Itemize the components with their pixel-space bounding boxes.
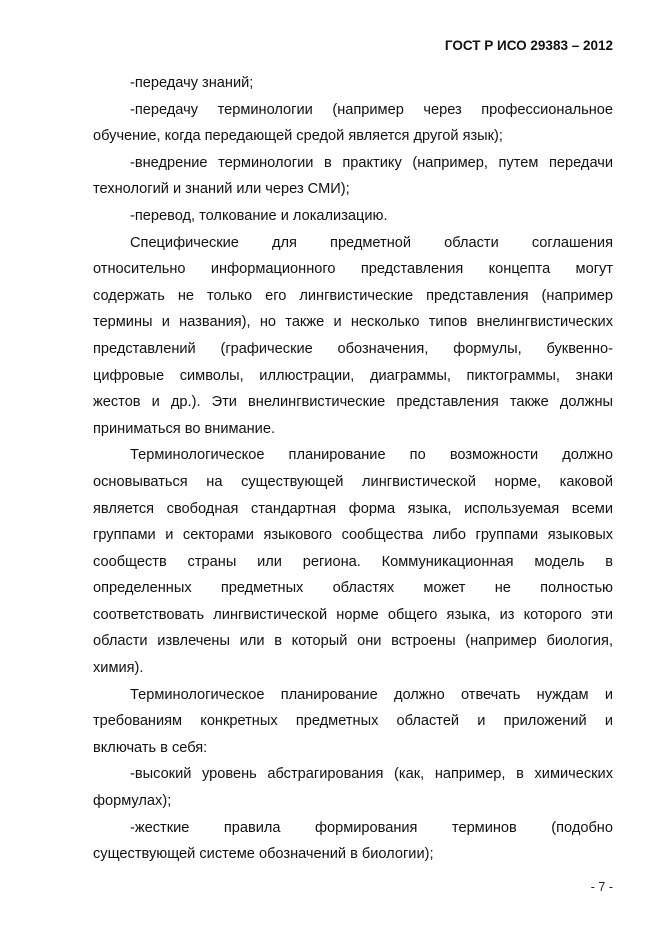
text-line: представлений (графические обозначения, формулы, буквенно- xyxy=(93,340,613,357)
paragraph-specific-conventions xyxy=(93,230,613,443)
standard-header: ГОСТ Р ИСО 29383 – 2012 xyxy=(444,38,613,53)
text-line: существующей системе обозначений в биологии); xyxy=(93,846,434,863)
text-line: технологий и знаний или через СМИ); xyxy=(93,181,350,198)
page-number: - 7 - xyxy=(590,880,613,894)
text-line: -передачу знаний; xyxy=(130,75,254,91)
text-line: обучение, когда передающей средой является другой язык); xyxy=(93,128,503,145)
text-line: сообществ страны или региона. Коммуникационная модель в xyxy=(93,553,613,570)
paragraph-list-item-implementation xyxy=(93,150,613,203)
text-line: области извлечены или в который они встроены (например биология, xyxy=(93,633,613,650)
text-line: -высокий уровень абстрагирования (как, например, в химических xyxy=(130,766,613,783)
document-body xyxy=(93,70,613,868)
text-line: приниматься во внимание. xyxy=(93,420,276,437)
text-line: группами и секторами языкового сообщества либо группами языковых xyxy=(93,527,613,544)
text-line: определенных предметных областях может не полностью xyxy=(93,580,613,597)
text-line: включать в себя: xyxy=(93,739,208,756)
text-line: требованиям конкретных предметных областей и приложений и xyxy=(93,713,613,730)
text-line: химия). xyxy=(93,660,144,677)
paragraph-terminology-planning-norm xyxy=(93,442,613,681)
paragraph-list-item-translation xyxy=(93,203,613,230)
text-line: -жесткие правила формирования терминов (подобно xyxy=(130,819,613,836)
text-line: жестов и др.). Эти внелингвистические представления также должны xyxy=(93,394,613,411)
paragraph-terminology-planning-needs xyxy=(93,682,613,762)
text-line: основываться на существующей лингвистической норме, каковой xyxy=(93,473,613,490)
text-line: -передачу терминологии (например через профессиональное xyxy=(130,101,613,118)
text-line: относительно информационного представления концепта могут xyxy=(93,261,613,278)
text-line: формулах); xyxy=(93,793,172,810)
text-line: -перевод, толкование и локализацию. xyxy=(130,207,388,224)
paragraph-list-item-strict-rules xyxy=(93,815,613,868)
paragraph-list-item-knowledge-transfer xyxy=(93,70,613,97)
text-line: цифровые символы, иллюстрации, диаграммы, пиктограммы, знаки xyxy=(93,367,613,384)
text-line: -внедрение терминологии в практику (например, путем передачи xyxy=(130,154,613,171)
text-line: является свободная стандартная форма языка, используемая всеми xyxy=(93,500,613,517)
paragraph-list-item-terminology-transfer xyxy=(93,97,613,150)
text-line: Специфические для предметной области соглашения xyxy=(130,234,613,251)
text-line: Терминологическое планирование должно отвечать нуждам и xyxy=(130,686,613,703)
text-line: соответствовать лингвистической норме общего языка, из которого эти xyxy=(93,606,613,623)
text-line: термины и названия), но также и несколько типов внелингвистических xyxy=(93,314,613,331)
text-line: Терминологическое планирование по возможности должно xyxy=(130,447,613,464)
text-line: содержать не только его лингвистические представления (например xyxy=(93,287,613,304)
paragraph-list-item-abstraction xyxy=(93,761,613,814)
